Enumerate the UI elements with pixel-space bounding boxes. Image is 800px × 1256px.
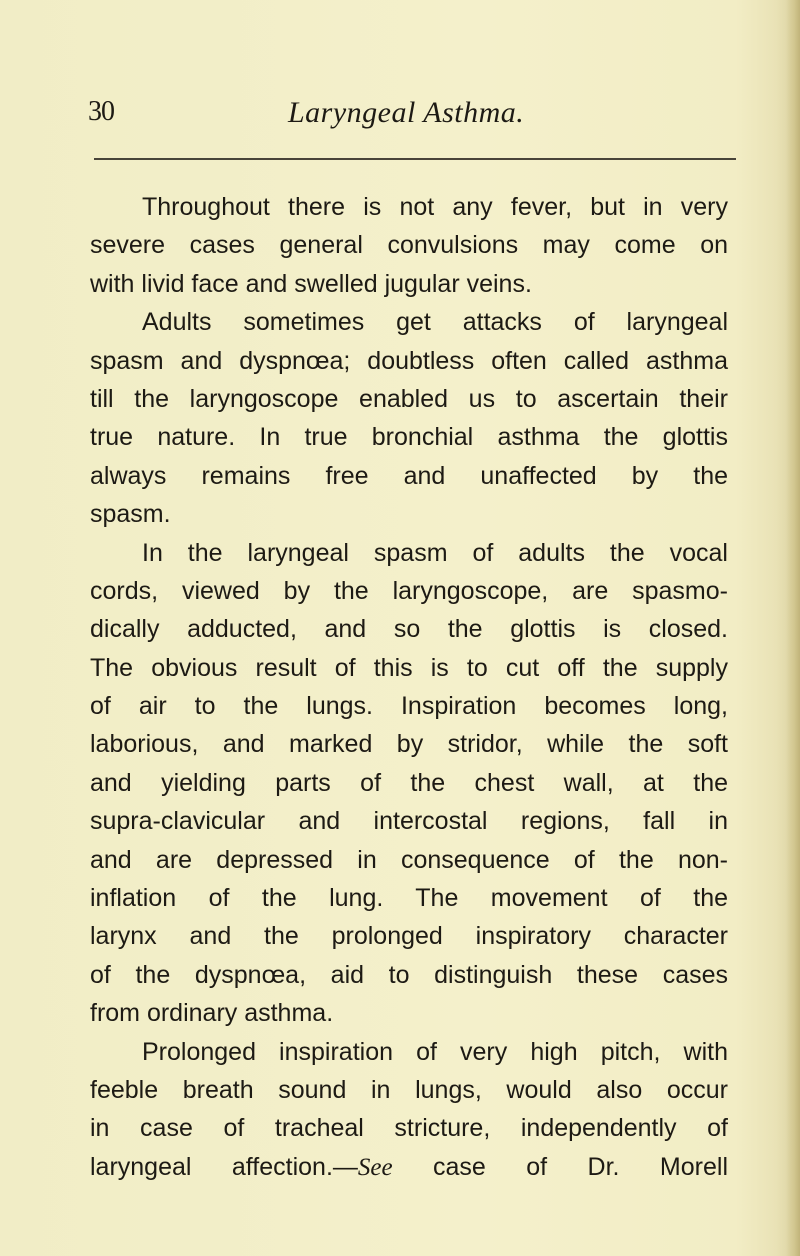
text-line: laborious, and marked by stridor, while the soft: [90, 730, 728, 759]
text-line: The obvious result of this is to cut off the supply: [90, 653, 728, 682]
last-line-end: case of Dr. Morell: [392, 1152, 728, 1181]
body-text: [90, 188, 728, 1186]
running-header: [88, 96, 748, 136]
last-line-start: laryngeal affection.—: [90, 1152, 358, 1181]
text-line: spasm.: [90, 500, 171, 529]
text-line: always remains free and unaffected by the: [90, 461, 728, 490]
running-title: Laryngeal Asthma.: [288, 96, 525, 129]
page-number: 30: [88, 96, 114, 127]
text-line: cords, viewed by the laryngoscope, are spasmo-: [90, 576, 728, 605]
text-line: feeble breath sound in lungs, would also occur: [90, 1075, 728, 1104]
header-rule: [94, 158, 736, 160]
text-line: larynx and the prolonged inspiratory character: [90, 922, 728, 951]
page-edge-shadow: [786, 0, 800, 1256]
text-line: spasm and dyspnœa; doubtless often called asthma: [90, 346, 728, 375]
text-line: Throughout there is not any fever, but in very: [142, 193, 728, 221]
text-line: of air to the lungs. Inspiration becomes long,: [90, 692, 728, 721]
text-line: from ordinary asthma.: [90, 999, 334, 1028]
text-line: supra-clavicular and intercostal regions, fall in: [90, 807, 728, 836]
text-line: true nature. In true bronchial asthma the glottis: [90, 423, 728, 452]
see-italic: See: [357, 1153, 393, 1181]
text-line: and are depressed in consequence of the non-: [90, 845, 728, 874]
text-line: Prolonged inspiration of very high pitch, with: [142, 1037, 728, 1066]
text-line-last: [90, 1148, 728, 1186]
text-line: and yielding parts of the chest wall, at the: [90, 768, 728, 797]
text-line: with livid face and swelled jugular veins.: [90, 269, 532, 298]
text-line: In the laryngeal spasm of adults the vocal: [142, 538, 728, 567]
text-line: of the dyspnœa, aid to distinguish these cases: [90, 960, 728, 989]
text-line: severe cases general convulsions may come on: [90, 231, 728, 260]
text-line: dically adducted, and so the glottis is closed.: [90, 615, 728, 644]
text-line: till the laryngoscope enabled us to ascertain their: [90, 384, 728, 413]
text-line: Adults sometimes get attacks of laryngeal: [142, 308, 728, 337]
text-line: in case of tracheal stricture, independently of: [90, 1114, 728, 1143]
text-line: inflation of the lung. The movement of the: [90, 884, 728, 913]
